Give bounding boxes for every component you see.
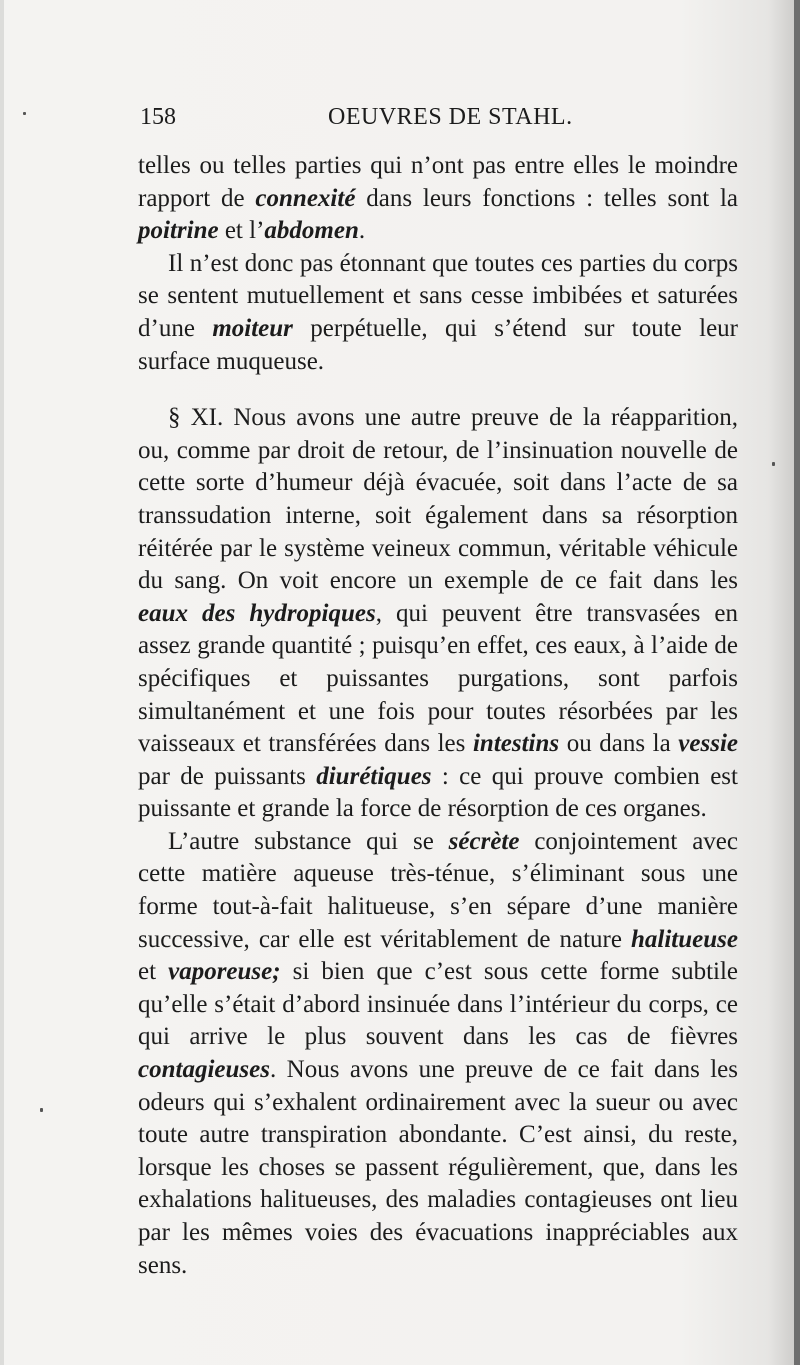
text-run: conjointement avec cette matière aqueuse très-ténue, s’éliminant sous une forme tout-à-fait halitueuse, s’en sépare d’une manière successive, car elle est véritablement de nature: [138, 827, 738, 953]
text-run: , qui peuvent être transvasées en assez grande quantité ; puisqu’en effet, ces eaux, à l’aide de spécifiques et puissantes purgations, sont parfois simultanément et une fois pour toutes résorbées par les vaisseaux et transférées dans les: [138, 599, 738, 758]
italic-term: poitrine: [138, 217, 219, 245]
page-spine-shadow: [794, 0, 800, 1365]
print-speck: [772, 462, 775, 466]
text-run: . Nous avons une preuve de ce fait dans les odeurs qui s’exhalent ordinairement avec la sueur ou avec toute autre transpiration abondante. C’est ainsi, du reste, lorsque les choses se passent régulièrement, que, dans les exhalations halitueuses, des maladies contagieuses ont lieu par les mêmes voies des évacuations inappréciables aux sens.: [138, 1056, 738, 1279]
italic-term: diurétiques: [316, 762, 432, 790]
text-run: perpétuelle, qui s’étend sur toute leur surface muqueuse.: [138, 314, 738, 375]
italic-term: sécrète: [448, 827, 520, 855]
text-run: si bien que c’est sous cette forme subtile qu’elle s’était d’abord insinuée dans l’intérieur du corps, ce qui arrive le plus souvent dans les cas de fièvres: [138, 958, 739, 1051]
paragraph: [138, 826, 738, 1282]
italic-term: halitueuse: [631, 925, 738, 953]
text-run: Il n’est donc pas étonnant que toutes ces parties du corps se sentent mutuellement et sans cesse imbibées et saturées d’une: [138, 249, 738, 342]
italic-term: intestins: [472, 730, 560, 758]
text-run: et: [138, 958, 169, 986]
italic-term: eaux des hydropiques: [138, 599, 376, 627]
paragraph-section-xi: [138, 402, 738, 826]
text-run: .: [358, 217, 366, 245]
text-run: § XI. Nous avons une autre preuve de la réapparition, ou, comme par droit de retour, de l’insinuation nouvelle de cette sorte d’humeur déjà évacuée, soit dans l’acte de sa transsudation interne, soit également dans sa résorption réitérée par le système veineux commun, véritable véhicule du sang. On voit encore un exemple de ce fait dans les: [138, 404, 738, 595]
text-run: ou dans la: [559, 730, 679, 758]
text-run: et l’: [218, 217, 265, 245]
text-run: par de puissants: [138, 762, 317, 790]
text-run: : ce qui prouve combien est puissante et grande la force de résorption de ces organes.: [138, 762, 738, 823]
page-left-edge: [0, 0, 4, 1365]
paragraph: [138, 150, 738, 248]
body-text: [138, 150, 738, 1282]
page-header: [140, 104, 740, 136]
paragraph: [138, 248, 738, 378]
italic-term: abdomen: [264, 217, 359, 245]
italic-term: connexité: [255, 184, 356, 212]
text-run: dans leurs fonctions : telles sont la: [355, 184, 738, 212]
print-speck: [40, 1108, 43, 1112]
running-title: OEUVRES DE STAHL.: [328, 104, 573, 130]
print-speck: [23, 112, 26, 115]
italic-term: contagieuses: [138, 1056, 270, 1084]
italic-term: vaporeuse;: [168, 958, 281, 986]
page-number: 158: [140, 104, 176, 130]
italic-term: moiteur: [212, 314, 293, 342]
italic-term: vessie: [678, 730, 738, 758]
text-run: telles ou telles parties qui n’ont pas entre elles le moindre rapport de: [138, 152, 738, 212]
text-run: L’autre substance qui se: [168, 827, 449, 855]
